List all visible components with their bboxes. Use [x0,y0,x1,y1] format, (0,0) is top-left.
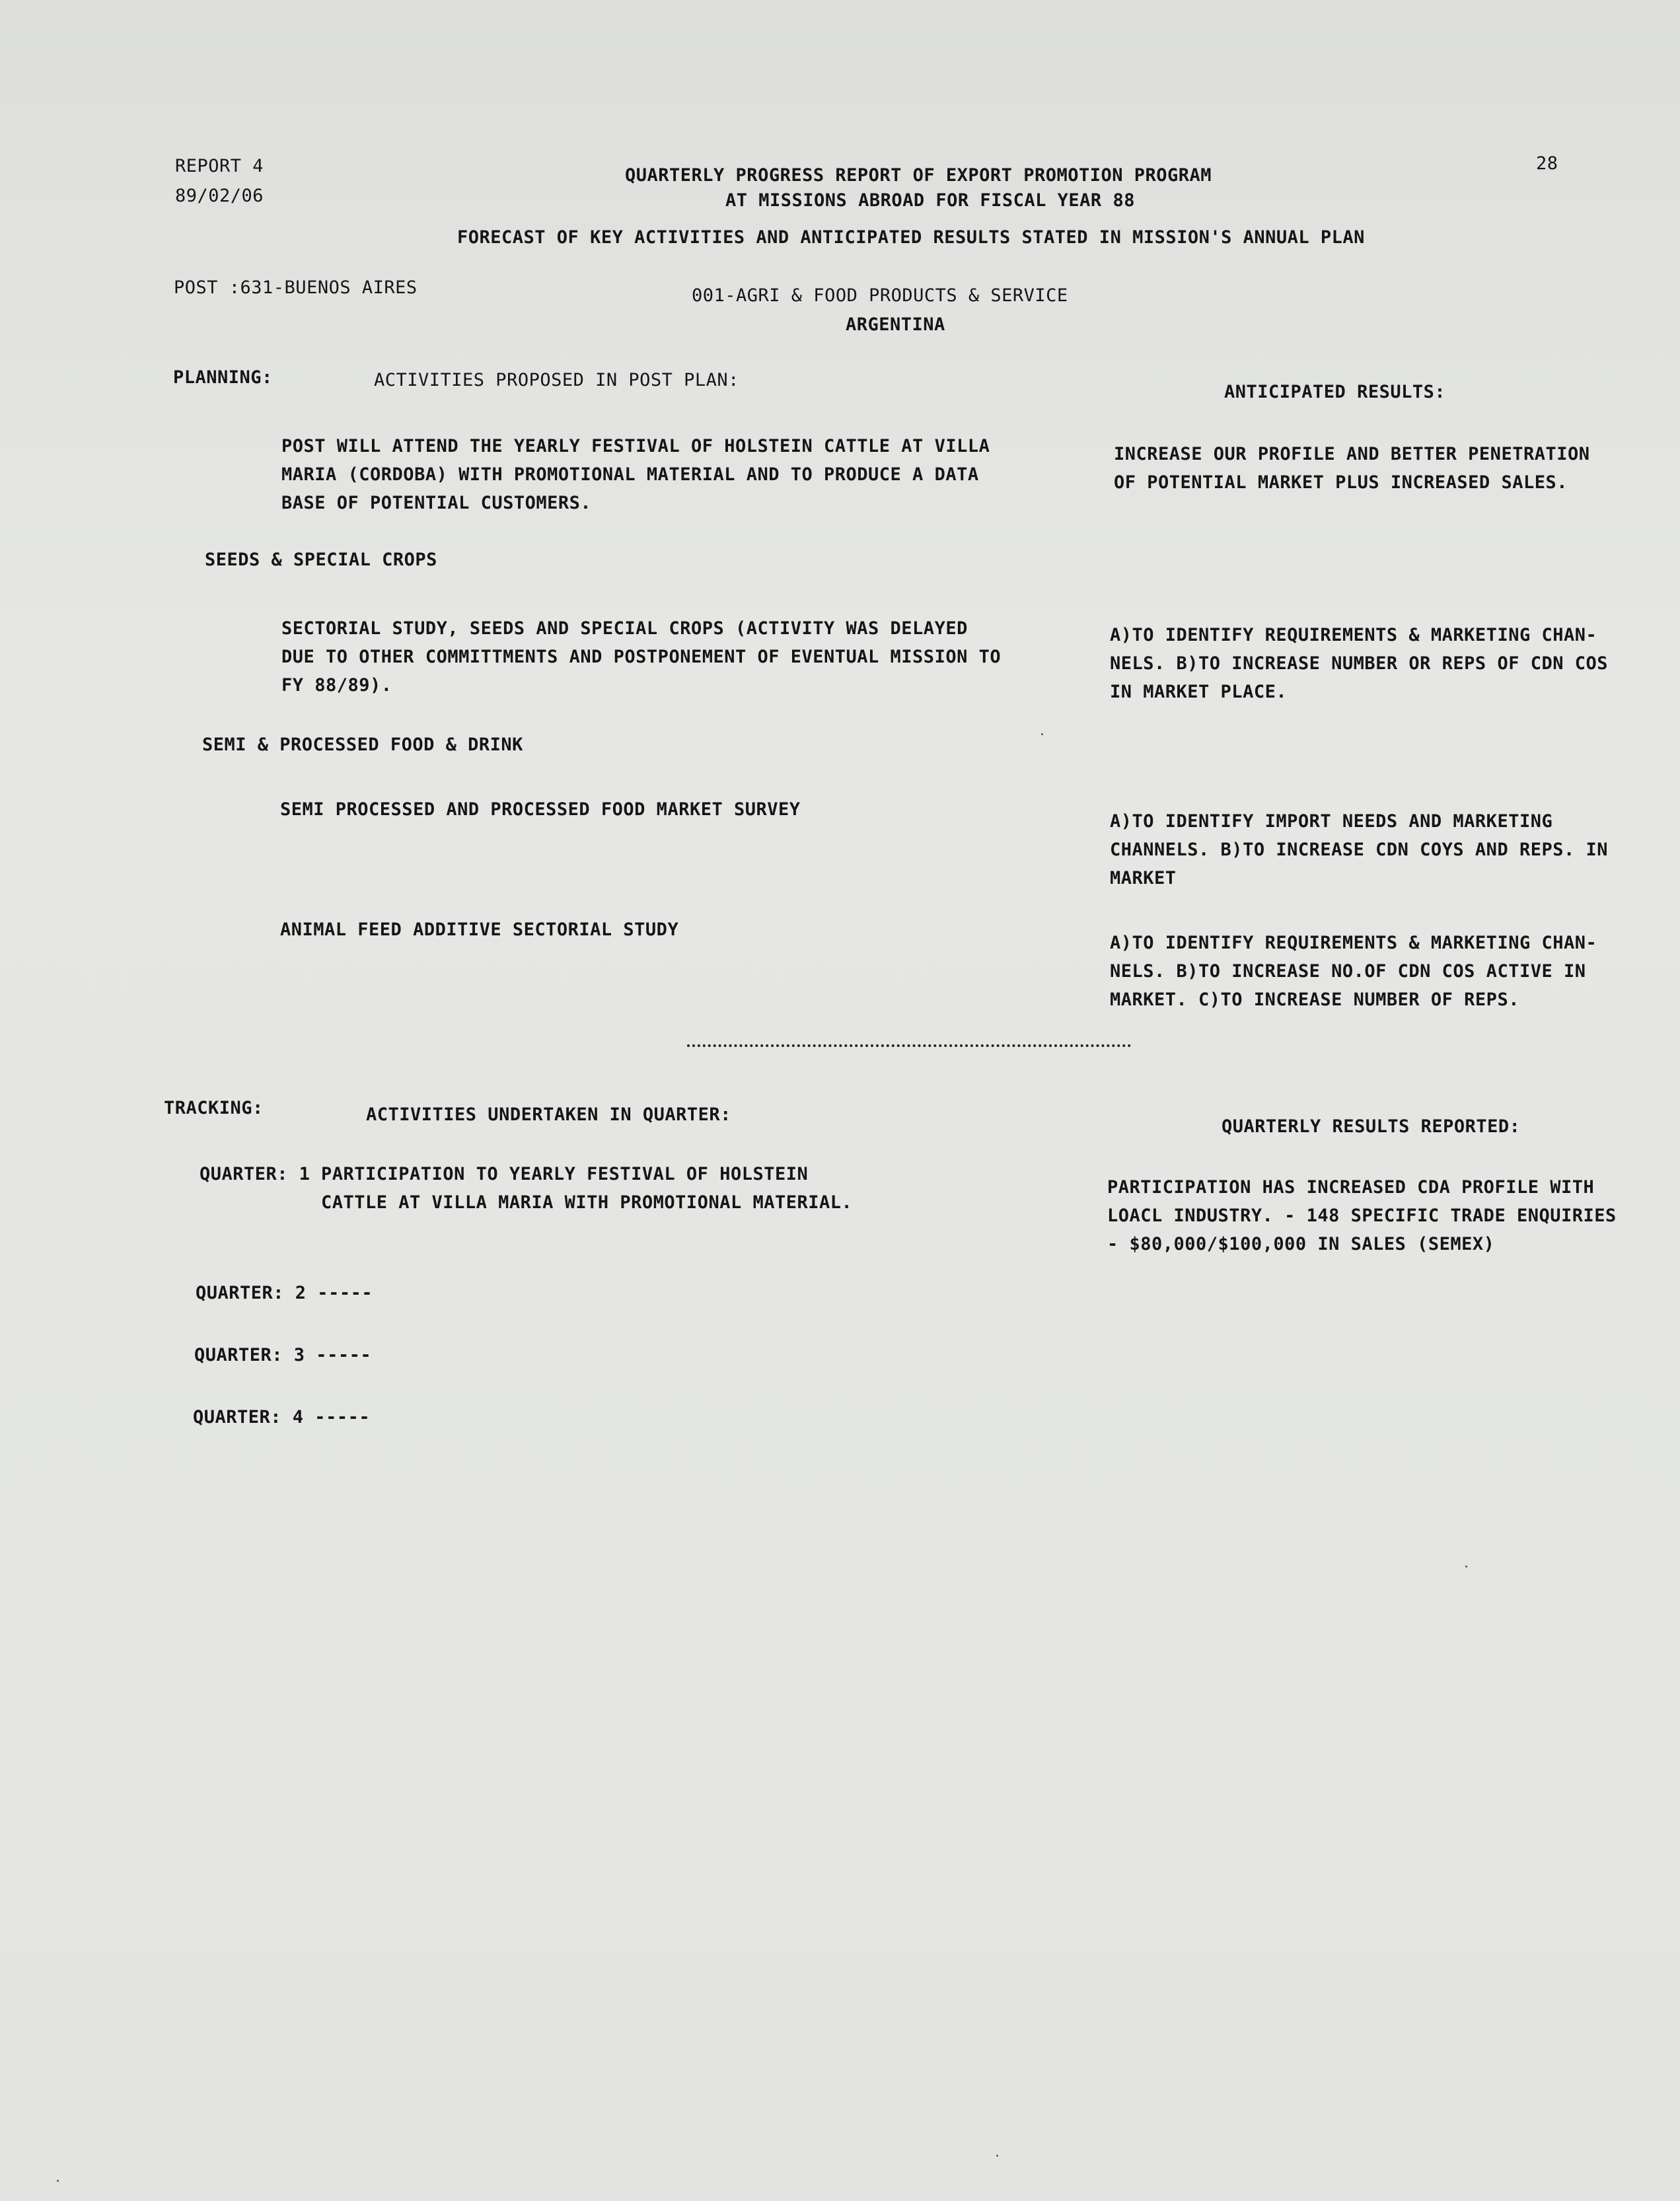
report-subtitle: AT MISSIONS ABROAD FOR FISCAL YEAR 88 [725,190,1135,211]
report-subtitle-forecast: FORECAST OF KEY ACTIVITIES AND ANTICIPATED RESULTS STATED IN MISSION'S ANNUAL PLAN [457,227,1365,248]
scan-speck [57,2180,59,2182]
page-number: 28 [1536,153,1558,174]
section-separator [687,1044,1131,1047]
report-number: REPORT 4 [175,156,264,176]
planning-results-header: ANTICIPATED RESULTS: [1224,382,1446,402]
planning-result-holstein: INCREASE OUR PROFILE AND BETTER PENETRATION OF POTENTIAL MARKET PLUS INCREASED SALES. [1114,444,1590,493]
quarter-4-label: QUARTER: 4 ----- [193,1407,371,1427]
planning-activity-holstein: POST WILL ATTEND THE YEARLY FESTIVAL OF HOLSTEIN CATTLE AT VILLA MARIA (CORDOBA) WITH PROMOTIONAL MATERIAL AND TO PRODUCE A DATA BASE OF POTENTIAL CUSTOMERS. [281,436,990,513]
post-label: POST :631-BUENOS AIRES [174,277,418,298]
planning-activity-seeds-study: SECTORIAL STUDY, SEEDS AND SPECIAL CROPS (ACTIVITY WAS DELAYED DUE TO OTHER COMMITTMENTS AND POSTPONEMENT OF EVENTUAL MISSION TO FY 88/89). [281,618,1002,696]
quarter-2-label: QUARTER: 2 ----- [196,1283,373,1303]
scan-speck [996,2155,998,2157]
planning-activity-food-survey: SEMI PROCESSED AND PROCESSED FOOD MARKET SURVEY [280,799,801,820]
tracking-label: TRACKING: [164,1098,264,1118]
quarter-1-label: QUARTER: 1 [200,1164,310,1184]
planning-result-seeds-study: A)TO IDENTIFY REQUIREMENTS & MARKETING CHAN- NELS. B)TO INCREASE NUMBER OR REPS OF CDN COS IN MARKET PLACE. [1110,625,1608,702]
planning-label: PLANNING: [173,367,273,388]
subsector-seeds: SEEDS & SPECIAL CROPS [205,550,437,570]
scan-speck [1465,1566,1467,1568]
subsector-processed-food: SEMI & PROCESSED FOOD & DRINK [202,735,523,755]
quarter-3-label: QUARTER: 3 ----- [194,1345,372,1365]
planning-result-food-survey: A)TO IDENTIFY IMPORT NEEDS AND MARKETING CHANNELS. B)TO INCREASE CDN COYS AND REPS. IN MARKET [1110,811,1608,888]
sector-label: 001-AGRI & FOOD PRODUCTS & SERVICE [692,285,1068,306]
tracking-results-header: QUARTERLY RESULTS REPORTED: [1222,1116,1521,1137]
tracking-activities-header: ACTIVITIES UNDERTAKEN IN QUARTER: [366,1104,731,1125]
quarter-1-activity: PARTICIPATION TO YEARLY FESTIVAL OF HOLSTEIN CATTLE AT VILLA MARIA WITH PROMOTIONAL MATERIAL. [321,1164,853,1213]
planning-activity-animal-feed: ANIMAL FEED ADDITIVE SECTORIAL STUDY [280,920,679,940]
report-date: 89/02/06 [175,186,264,206]
quarter-1-result: PARTICIPATION HAS INCREASED CDA PROFILE WITH LOACL INDUSTRY. - 148 SPECIFIC TRADE ENQUIRIES - $80,000/$100,000 IN SALES (SEMEX) [1107,1177,1617,1254]
country-label: ARGENTINA [846,314,945,335]
report-title: QUARTERLY PROGRESS REPORT OF EXPORT PROMOTION PROGRAM [625,165,1212,186]
scan-speck [1041,733,1043,735]
planning-result-animal-feed: A)TO IDENTIFY REQUIREMENTS & MARKETING CHAN- NELS. B)TO INCREASE NO.OF CDN COS ACTIVE IN MARKET. C)TO INCREASE NUMBER OF REPS. [1110,933,1597,1010]
planning-activities-header: ACTIVITIES PROPOSED IN POST PLAN: [374,370,739,390]
